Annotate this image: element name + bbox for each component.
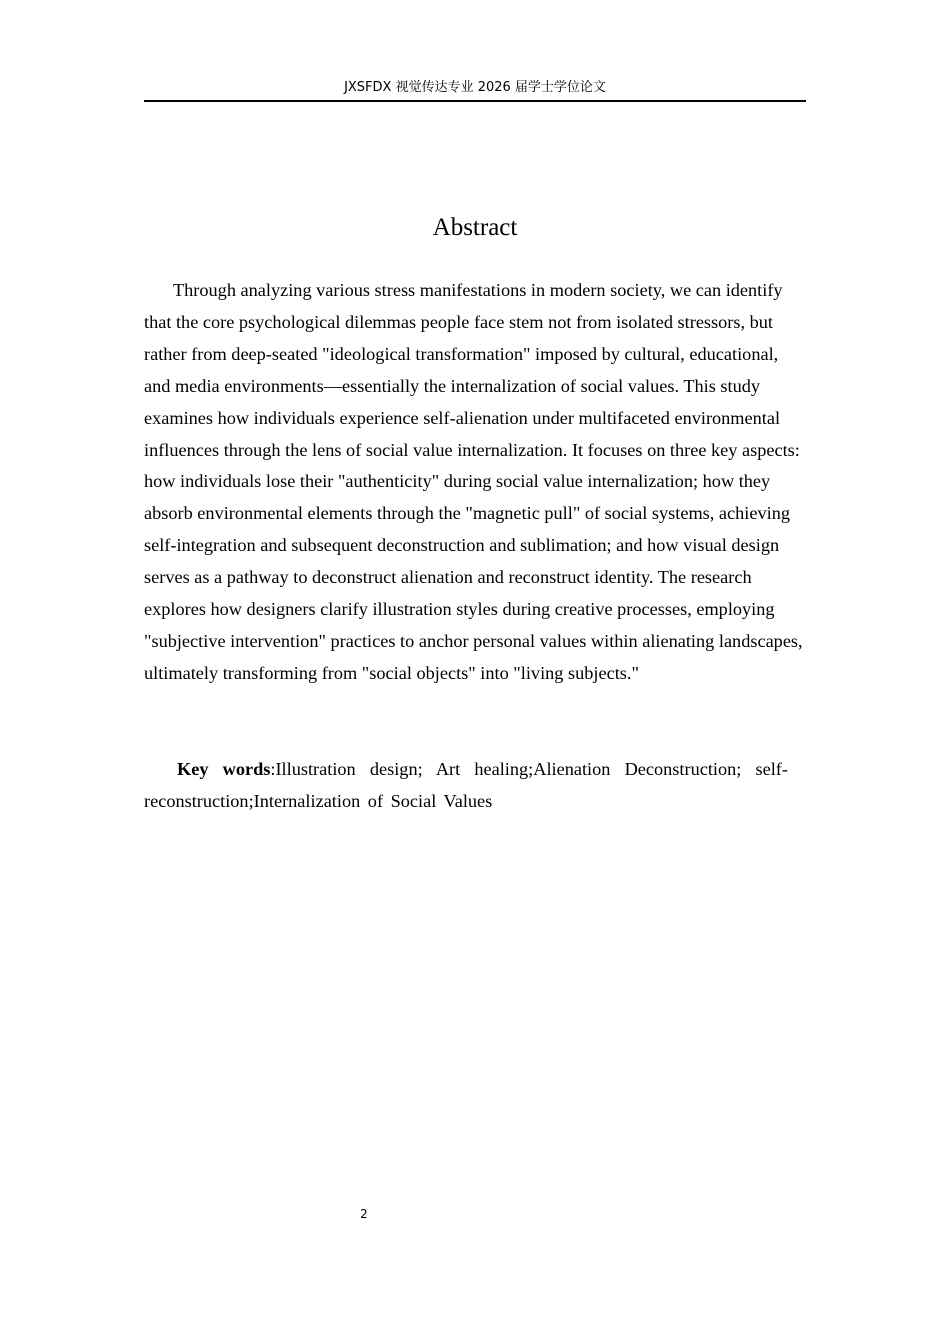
running-header: JXSFDX 视觉传达专业 2026 届学士学位论文 <box>344 80 606 95</box>
abstract-title: Abstract <box>432 214 518 241</box>
keywords-list: :Illustration design; Art healing;Alienation Deconstruction; self-reconstruction;Internalization of Social Values <box>144 759 788 811</box>
abstract-body: Through analyzing various stress manifestations in modern society, we can identify that the core psychological dilemmas people face stem not from isolated stressors, but rather from deep-seated "ideological transformation" imposed by cultural, educational, and media environments—essentially the internalization of social values. This study examines how individuals experience self-alienation under multifaceted environmental influences through the lens of social value internalization. It focuses on three key aspects: how individuals lose their "authenticity" during social value internalization; how they absorb environmental elements through the "magnetic pull" of social systems, achieving self-integration and subsequent deconstruction and sublimation; and how visual design serves as a pathway to deconstruct alienation and reconstruct identity. The research explores how designers clarify illustration styles during creative processes, employing "subjective intervention" practices to anchor personal values within alienating landscapes, ultimately transforming from "social objects" into "living subjects." <box>144 280 803 683</box>
page-number: 2 <box>360 1207 368 1221</box>
keywords-paragraph <box>144 754 788 818</box>
header-divider <box>144 100 806 102</box>
keywords-label: Key words <box>177 759 271 779</box>
